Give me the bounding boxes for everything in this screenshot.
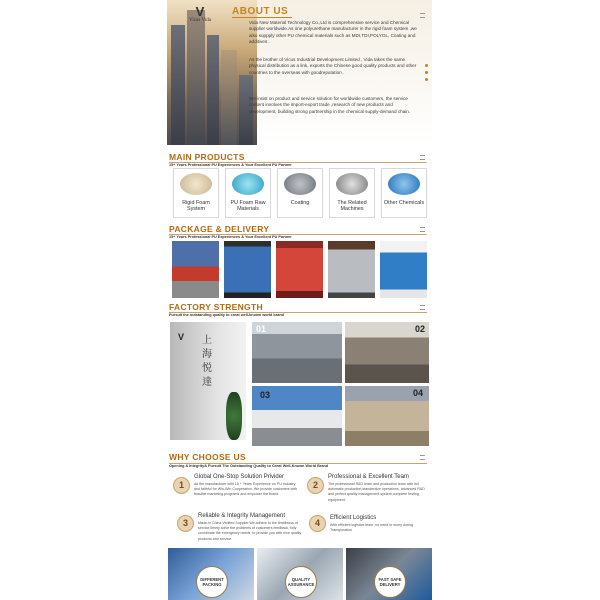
bottom-photo-delivery (346, 548, 432, 600)
corner-icon (420, 13, 425, 18)
about-title-underline (232, 17, 292, 18)
about-title: ABOUT US (232, 6, 289, 17)
package-photo (328, 241, 375, 298)
machines-image (336, 173, 368, 195)
package-title: PACKAGE & DELIVERY (169, 224, 270, 234)
why-subtitle: Opening & Integrity& Pursuit The Outstanding Quality to Creat Well-Known World Brand (169, 464, 329, 468)
factory-photo-3: 03 (252, 386, 342, 446)
company-wall-photo (170, 322, 246, 440)
main-products-title: MAIN PRODUCTS (169, 152, 245, 162)
badge-different-packing: DIFFERENT PACKING (196, 566, 228, 598)
badge-quality-assurance: QUALITY ASSURANCE (285, 566, 317, 598)
product-card-rigid-foam[interactable]: Rigid Foam System (173, 168, 219, 218)
package-photo (380, 241, 427, 298)
about-paragraph-1: Vida New Material Technology Co.,Ltd is comprehensive service and Chemical supplier worldwide.As one polyurethane manufacturer in the rigid foam system ,we also suppply other PU chemical materials such as MDI,TDI,POLYOL, Coating and additives . (249, 20, 417, 45)
corner-icon (420, 155, 425, 160)
factory-title: FACTORY STRENGTH (169, 302, 263, 312)
about-paragraph-3: We insist on product and service solution for worldwide customers, the service content involves the import-export trade ,research of new products and development, building strong partnership in the chemical supply-demand chain. (249, 96, 411, 114)
factory-photo-1: 01 (252, 322, 342, 383)
bottom-photo-quality (257, 548, 343, 600)
why-item-title: Reliable & Integrity Management (198, 513, 286, 519)
rigid-foam-image (180, 173, 212, 195)
bottom-photo-packing (168, 548, 254, 600)
why-item-title: Professional & Excellent Team (328, 474, 409, 480)
factory-photo-4: 04 (345, 386, 429, 446)
corner-icon (420, 227, 425, 232)
package-subtitle: 15+ Years Professional PU Experiences & Your Excellent PU Partner (169, 235, 292, 239)
why-number-badge: 2 (307, 477, 324, 494)
product-card-coating[interactable]: Coating (277, 168, 323, 218)
why-item-desc: As the manufacturer with 15 + Years Experience on PU industry and faithful for Win-Win Cooperation, We provide customers with feasible marketing programs and empower the brand. (194, 482, 297, 497)
factory-photo-2: 02 (345, 322, 429, 383)
pager-dots (425, 64, 428, 85)
why-number-badge: 4 (309, 515, 326, 532)
about-paragraph-2: As the brother of Vicus Industrial Development Limited , Vida takes the same physical distribution as a link, exports the Chinese good quality products and other countries to the overseas with goodreputation . (249, 57, 417, 75)
product-card-machines[interactable]: The Related Machines (329, 168, 375, 218)
why-item-title: Efficient Logistics (330, 515, 377, 521)
why-number-badge: 3 (177, 515, 194, 532)
package-photo (224, 241, 271, 298)
plant (226, 392, 242, 440)
badge-fast-safe-delivery: FAST SAFE DELIVERY (374, 566, 406, 598)
why-item-desc: Made-in China Verified Supplier,We adhere to the timeliness of service,timely solve the problems of customers feedback, fully coordinate the emergency needs, to provide you with nice quality products and service. (198, 521, 302, 541)
why-item-desc: The professional R&D team and production team with full automatic production,standerdize operations, advanced R&D and perfect quality management system,complete testing equipment. (328, 482, 425, 502)
pu-raw-materials-image (232, 173, 264, 195)
product-detail-strip (167, 0, 432, 600)
package-photo (276, 241, 323, 298)
main-products-subtitle: 15+ Years Professional PU Experiences & Your Excellent PU Partner (169, 163, 292, 167)
factory-subtitle: Pursuit the outstanding quality to creat well-known world brand (169, 313, 284, 317)
coating-image (284, 173, 316, 195)
why-title: WHY CHOOSE US (169, 452, 246, 462)
corner-icon (420, 455, 425, 460)
wall-logo: V (178, 332, 185, 342)
product-card-pu-foam-raw[interactable]: PU Foam Raw Materials (225, 168, 271, 218)
package-photo (172, 241, 219, 298)
about-section (167, 0, 432, 145)
brand-logo: V Vicus Vida (189, 4, 211, 23)
corner-icon (420, 305, 425, 310)
other-chemicals-image (388, 173, 420, 195)
why-number-badge: 1 (173, 477, 190, 494)
product-card-other-chemicals[interactable]: Other Chemicals (381, 168, 427, 218)
why-item-title: Global One-Stop Solution Privider (194, 474, 285, 480)
wall-lettering: 上 海 悦 達 (202, 335, 212, 388)
why-item-desc: With efficient logistics team ,no need to worry during Transporation (330, 523, 414, 533)
